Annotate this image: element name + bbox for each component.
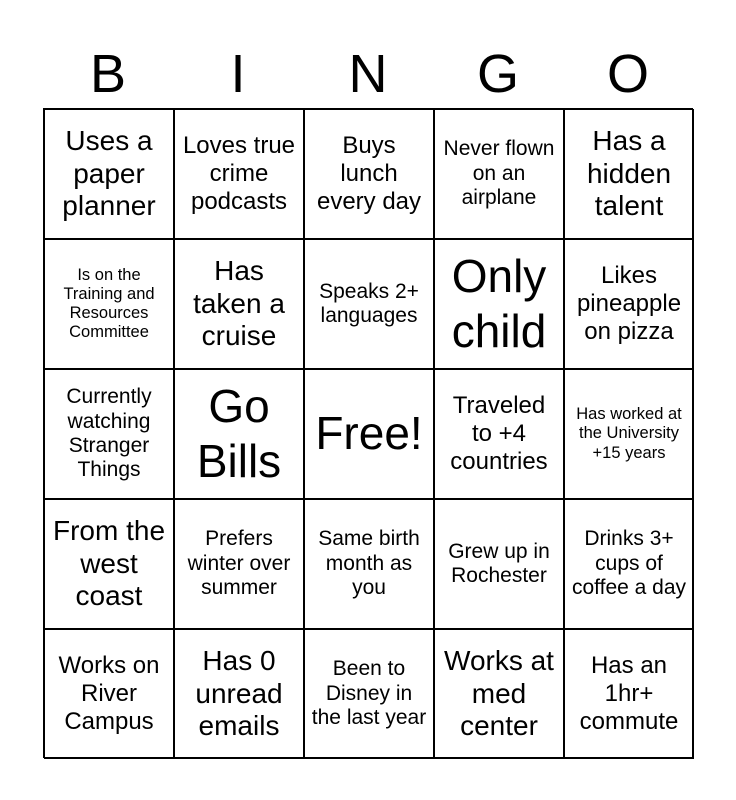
cell-text: Go Bills <box>196 379 282 487</box>
header-letter-b: B <box>89 44 127 104</box>
cell-text: From the west coast <box>52 515 166 612</box>
bingo-cell-r5c4[interactable] <box>434 629 564 759</box>
bingo-cell-r4c1[interactable] <box>44 499 174 629</box>
cell-text: Uses a paper planner <box>62 125 156 222</box>
cell-text: Only child <box>451 249 547 357</box>
bingo-cell-r2c4[interactable] <box>434 239 564 369</box>
bingo-cell-r5c2[interactable] <box>174 629 304 759</box>
bingo-cell-r1c3[interactable] <box>304 109 434 239</box>
bingo-cell-r2c2[interactable] <box>174 239 304 369</box>
cell-text: Traveled to +4 countries <box>450 392 548 475</box>
bingo-cell-r1c4[interactable] <box>434 109 564 239</box>
cell-text: Been to Disney in the last year <box>311 657 427 730</box>
bingo-cell-r3c2[interactable] <box>174 369 304 499</box>
cell-text: Speaks 2+ languages <box>319 279 419 327</box>
cell-text: Has an 1hr+ commute <box>579 652 679 735</box>
bingo-cell-r3c1[interactable] <box>44 369 174 499</box>
cell-text: Has taken a cruise <box>193 255 285 352</box>
cell-text: Buys lunch every day <box>316 132 422 215</box>
cell-text: Works on River Campus <box>58 652 160 735</box>
bingo-cell-r2c5[interactable] <box>564 239 694 369</box>
bingo-header <box>43 40 693 108</box>
bingo-cell-r1c2[interactable] <box>174 109 304 239</box>
header-letter-n: N <box>348 44 388 104</box>
cell-text: Has 0 unread emails <box>195 645 283 742</box>
cell-text: Drinks 3+ cups of coffee a day <box>571 527 687 600</box>
cell-text: Works at med center <box>444 645 554 742</box>
bingo-cell-r1c1[interactable] <box>44 109 174 239</box>
cell-text: Grew up in Rochester <box>448 539 550 587</box>
cell-text: Has a hidden talent <box>586 125 672 222</box>
cell-text: Never flown on an airplane <box>443 137 555 210</box>
bingo-cell-r4c2[interactable] <box>174 499 304 629</box>
free-space-text: Free! <box>315 407 423 460</box>
cell-text: Same birth month as you <box>318 527 420 600</box>
bingo-cell-r4c4[interactable] <box>434 499 564 629</box>
bingo-cell-r5c3[interactable] <box>304 629 434 759</box>
free-space-cell[interactable] <box>304 369 434 499</box>
cell-text: Is on the Training and Resources Committee <box>63 265 155 342</box>
cell-text: Prefers winter over summer <box>187 527 291 600</box>
bingo-cell-r5c1[interactable] <box>44 629 174 759</box>
bingo-board <box>43 108 693 758</box>
bingo-cell-r3c5[interactable] <box>564 369 694 499</box>
header-letter-o: O <box>606 44 649 104</box>
bingo-cell-r5c5[interactable] <box>564 629 694 759</box>
bingo-cell-r2c1[interactable] <box>44 239 174 369</box>
cell-text: Has worked at the University +15 years <box>576 405 682 462</box>
cell-text: Likes pineapple on pizza <box>576 262 682 345</box>
bingo-cell-r3c4[interactable] <box>434 369 564 499</box>
header-letter-g: G <box>476 44 519 104</box>
header-letter-i: I <box>230 44 246 104</box>
cell-text: Currently watching Stranger Things <box>66 385 152 482</box>
bingo-cell-r2c3[interactable] <box>304 239 434 369</box>
bingo-cell-r4c5[interactable] <box>564 499 694 629</box>
bingo-cell-r1c5[interactable] <box>564 109 694 239</box>
cell-text: Loves true crime podcasts <box>182 132 296 215</box>
bingo-cell-r4c3[interactable] <box>304 499 434 629</box>
